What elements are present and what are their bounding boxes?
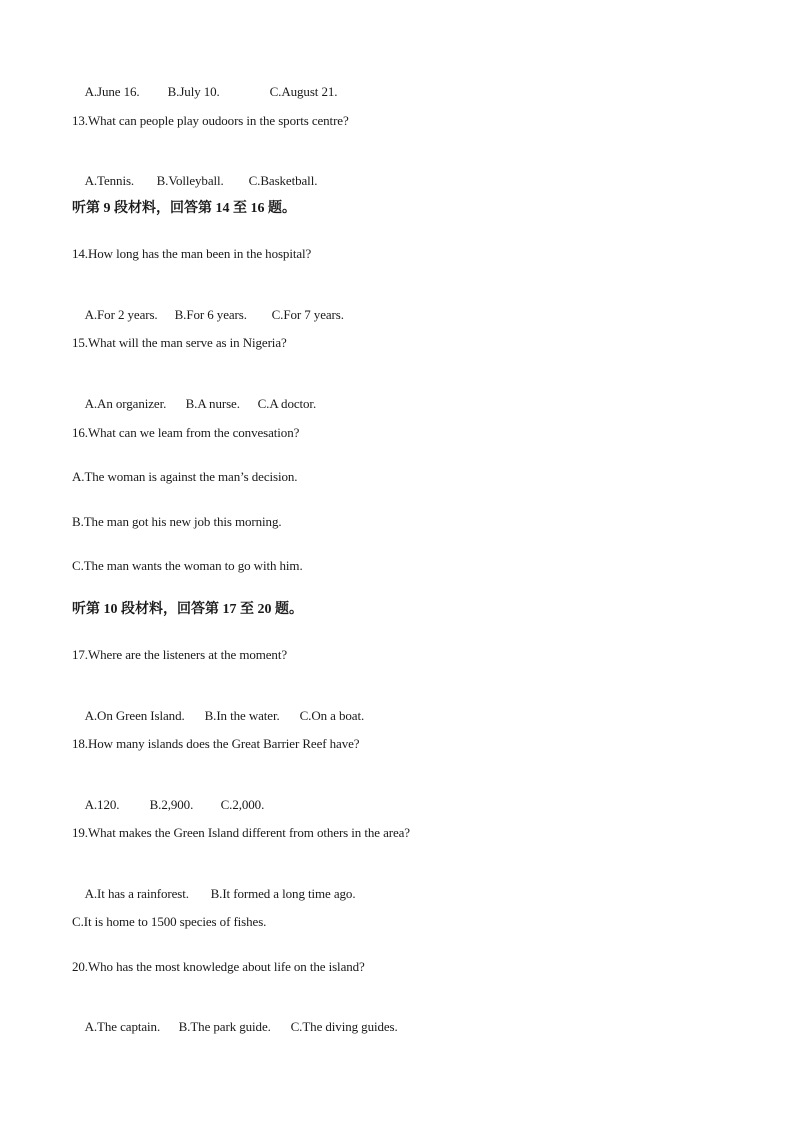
option-c: C.For 7 years. [271, 307, 344, 322]
question-16: 16.What can we leam from the convesation? [72, 425, 300, 440]
options-row-q17 [72, 692, 364, 740]
option-a: A.An organizer. [84, 396, 167, 411]
options-row-q19 [72, 870, 355, 918]
option-c: C.2,000. [220, 797, 265, 812]
option-a: A.For 2 years. [84, 307, 158, 322]
options-row-q20 [72, 1003, 398, 1051]
option-c: C.The man wants the woman to go with him. [72, 558, 303, 573]
option-a: A.The woman is against the man’s decision. [72, 469, 298, 484]
option-b: B.For 6 years. [174, 307, 247, 322]
option-a: A.Tennis. [84, 173, 135, 188]
option-c: C.On a boat. [299, 708, 365, 723]
option-a: A.June 16. [84, 84, 140, 99]
options-row-q13 [72, 157, 317, 205]
option-b: B.Volleyball. [156, 173, 224, 188]
option-a: A.120. [84, 797, 120, 812]
option-b: B.In the water. [204, 708, 280, 723]
question-19: 19.What makes the Green Island different from others in the area? [72, 825, 410, 840]
options-row-q18 [72, 781, 264, 829]
option-b: B.July 10. [167, 84, 220, 99]
option-c: C.August 21. [269, 84, 338, 99]
option-c: C.The diving guides. [290, 1019, 398, 1034]
option-c: C.Basketball. [248, 173, 318, 188]
option-b: B.A nurse. [185, 396, 240, 411]
option-b: B.It formed a long time ago. [210, 886, 356, 901]
option-b: B.The park guide. [178, 1019, 271, 1034]
option-c: C.It is home to 1500 species of fishes. [72, 914, 267, 929]
section-heading-10: 听第 10 段材料，回答第 17 至 20 题。 [72, 602, 303, 617]
question-14: 14.How long has the man been in the hospital? [72, 246, 312, 261]
options-row-q12 [72, 68, 337, 116]
option-a: A.It has a rainforest. [84, 886, 189, 901]
option-a: A.On Green Island. [84, 708, 185, 723]
options-row-q15 [72, 380, 316, 428]
question-17: 17.Where are the listeners at the moment? [72, 647, 288, 662]
option-a: A.The captain. [84, 1019, 161, 1034]
question-20: 20.Who has the most knowledge about life on the island? [72, 959, 365, 974]
option-c: C.A doctor. [257, 396, 317, 411]
options-row-q14 [72, 291, 344, 339]
option-b: B.2,900. [149, 797, 194, 812]
option-b: B.The man got his new job this morning. [72, 514, 282, 529]
section-heading-9: 听第 9 段材料，回答第 14 至 16 题。 [72, 201, 296, 216]
question-18: 18.How many islands does the Great Barrier Reef have? [72, 736, 360, 751]
question-13: 13.What can people play oudoors in the sports centre? [72, 113, 349, 128]
question-15: 15.What will the man serve as in Nigeria? [72, 335, 287, 350]
